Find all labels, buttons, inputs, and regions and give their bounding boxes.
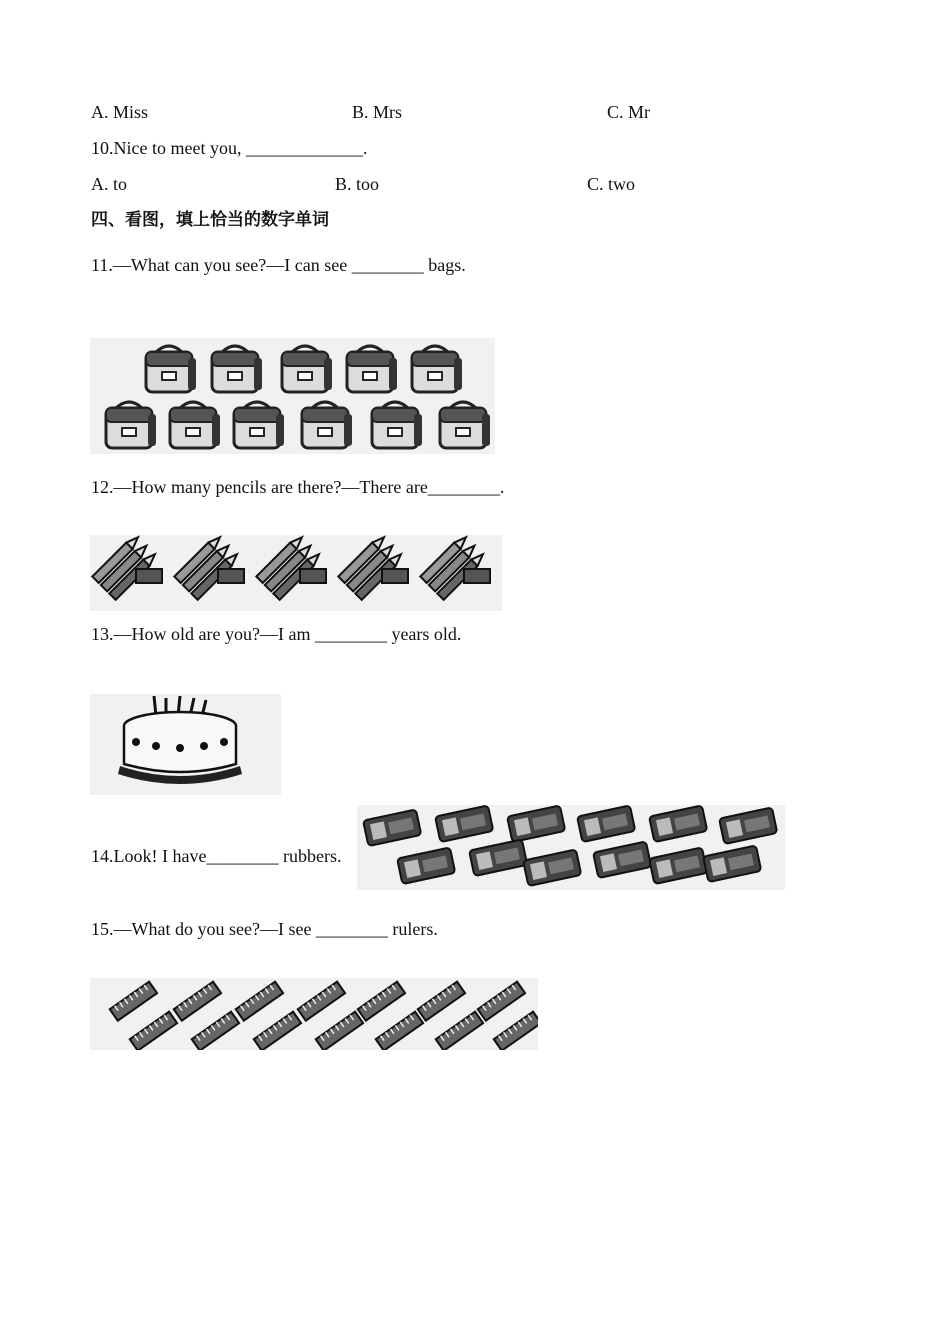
ruler-icon bbox=[298, 982, 345, 1021]
rubber-icon bbox=[577, 805, 635, 842]
pencils-picture bbox=[90, 535, 502, 611]
ruler-icon bbox=[254, 1012, 301, 1050]
ruler-icon bbox=[130, 1012, 177, 1050]
pencil-bundle-icon bbox=[256, 535, 326, 600]
rubber-icon bbox=[649, 805, 707, 842]
bag-icon bbox=[170, 402, 220, 448]
ruler-icon bbox=[494, 1012, 538, 1050]
ruler-icon bbox=[418, 982, 465, 1021]
rubber-icon bbox=[523, 849, 581, 886]
birthday-cake-icon bbox=[90, 694, 281, 795]
q12-stem: 12.—How many pencils are there?—There are________. bbox=[91, 477, 505, 497]
rubber-icon bbox=[469, 839, 527, 876]
ruler-icon bbox=[192, 1012, 239, 1050]
ruler-icon bbox=[478, 982, 525, 1021]
ruler-icon bbox=[110, 982, 157, 1021]
rubber-icon bbox=[397, 847, 455, 884]
bag-icon bbox=[234, 402, 284, 448]
bag-icon bbox=[302, 402, 352, 448]
q10-option-a: A. to bbox=[91, 174, 127, 194]
rubber-icon bbox=[593, 841, 651, 878]
q9-option-b: B. Mrs bbox=[352, 102, 403, 122]
section-heading: 四、看图，填上恰当的数字单词 bbox=[91, 210, 329, 230]
q10-option-c: C. two bbox=[587, 174, 636, 194]
rulers-picture bbox=[90, 978, 538, 1050]
pencil-bundle-icon bbox=[338, 535, 408, 600]
bag-icon bbox=[106, 402, 156, 448]
q15-stem: 15.—What do you see?—I see ________ rulers. bbox=[91, 919, 438, 939]
rubber-icon bbox=[507, 805, 565, 842]
ruler-icon bbox=[236, 982, 283, 1021]
q10-option-b: B. too bbox=[335, 174, 380, 194]
rubber-icon bbox=[363, 809, 421, 846]
q13-stem: 13.—How old are you?—I am ________ years old. bbox=[91, 624, 462, 644]
ruler-icon bbox=[436, 1012, 483, 1050]
bag-icon bbox=[212, 346, 262, 392]
pencil-bundle-icon bbox=[420, 535, 490, 600]
ruler-icon bbox=[376, 1012, 423, 1050]
rubber-icon bbox=[719, 807, 777, 844]
rubber-icon bbox=[649, 847, 707, 884]
cake-picture bbox=[90, 694, 281, 795]
q14-stem: 14.Look! I have________ rubbers. bbox=[91, 846, 342, 866]
ruler-icon bbox=[316, 1012, 363, 1050]
bag-icon bbox=[372, 402, 422, 448]
bag-icon bbox=[347, 346, 397, 392]
bag-icon bbox=[282, 346, 332, 392]
rubber-icon bbox=[435, 805, 493, 842]
bag-icon bbox=[440, 402, 490, 448]
q11-stem: 11.—What can you see?—I can see ________ bags. bbox=[91, 255, 466, 275]
ruler-icon bbox=[358, 982, 405, 1021]
bag-icon bbox=[412, 346, 462, 392]
pencil-bundle-icon bbox=[92, 535, 162, 600]
pencil-bundle-icon bbox=[174, 535, 244, 600]
rubber-icon bbox=[703, 845, 761, 882]
rubbers-picture bbox=[357, 805, 785, 890]
q9-option-a: A. Miss bbox=[91, 102, 149, 122]
bag-icon bbox=[146, 346, 196, 392]
q10-stem: 10.Nice to meet you, _____________. bbox=[91, 138, 368, 158]
q9-option-c: C. Mr bbox=[607, 102, 651, 122]
ruler-icon bbox=[174, 982, 221, 1021]
bags-picture bbox=[90, 338, 495, 454]
